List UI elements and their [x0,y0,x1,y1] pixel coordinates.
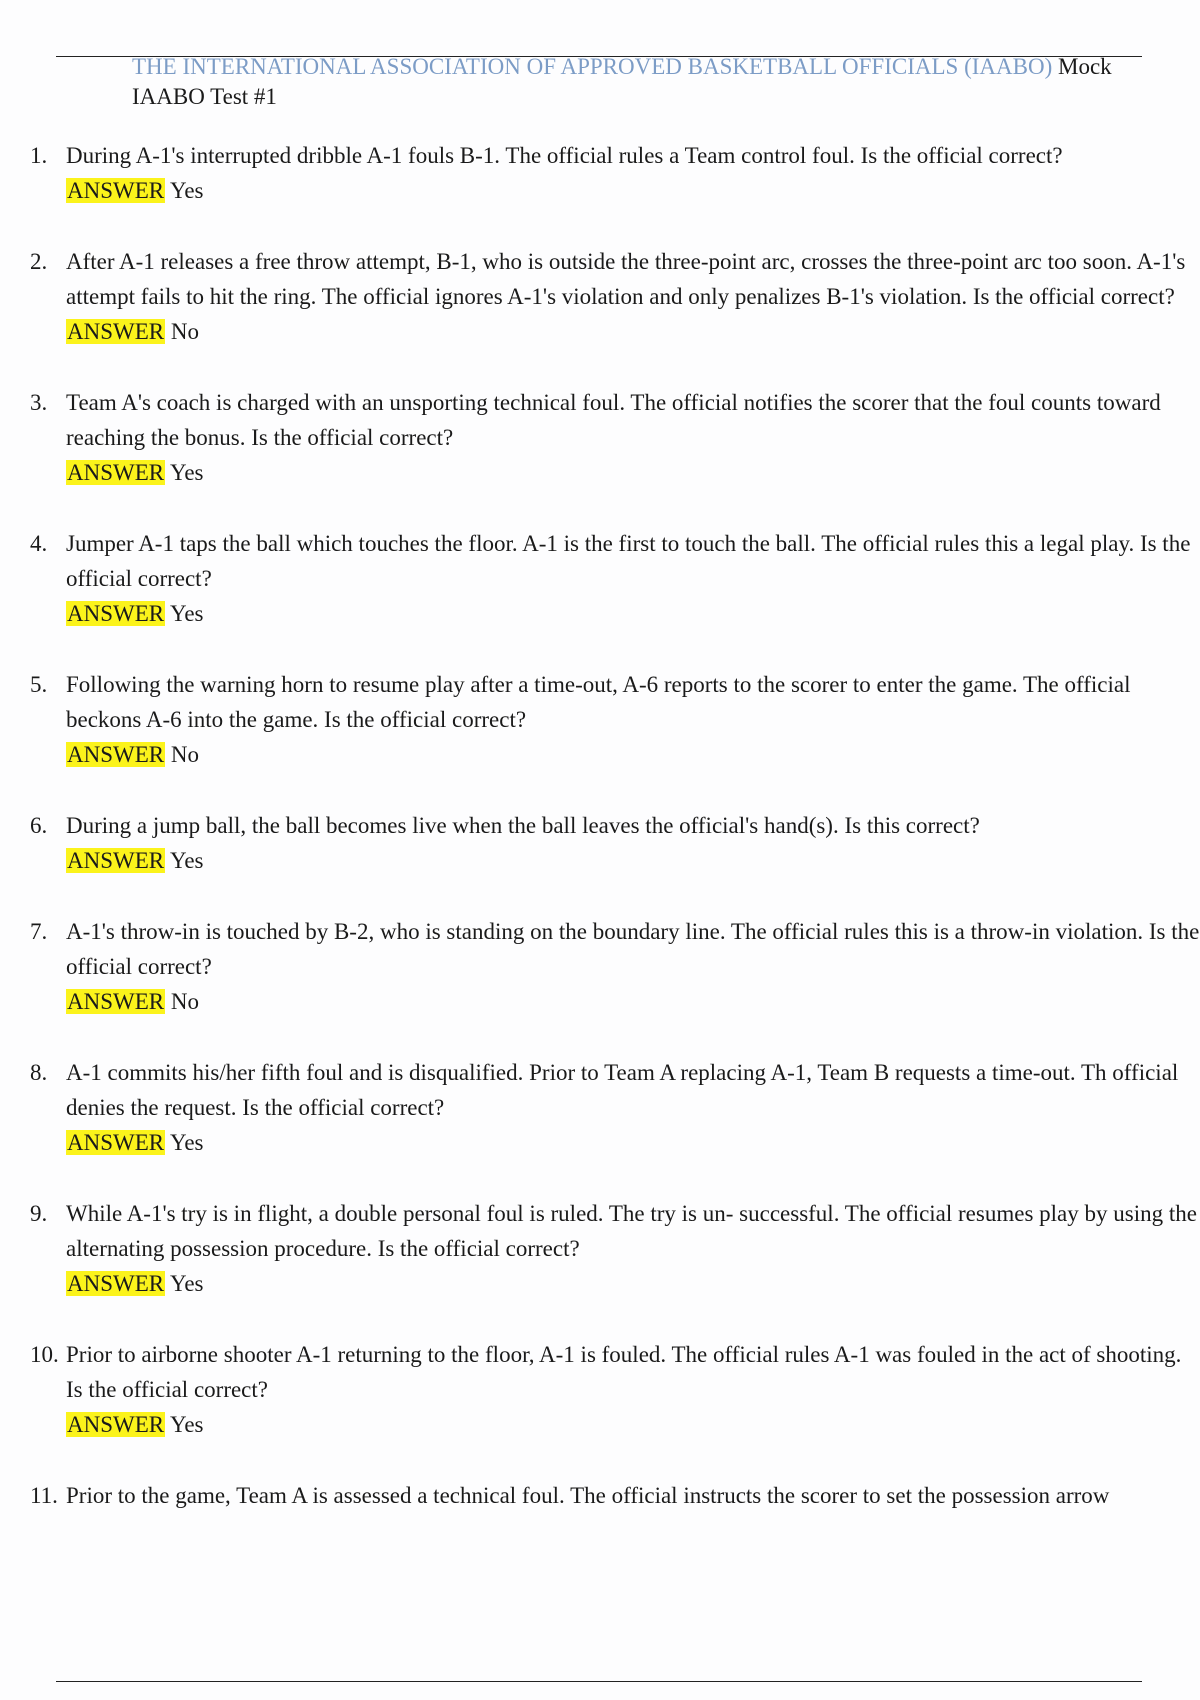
answer-label: ANSWER [67,1271,165,1296]
answer-value: No [170,742,199,767]
answer-line [66,737,1200,772]
question-number: 11. [30,1483,58,1508]
question-text: A-1's throw-in is touched by B-2, who is standing on the boundary line. The official rules this is a throw-in violation. Is the official correct? [66,919,1200,979]
answer-line [66,596,1200,631]
question-item [30,808,1200,878]
answer-value: No [170,989,199,1014]
question-item [30,667,1200,772]
question-number: 1. [30,143,48,168]
question-number: 9. [30,1201,48,1226]
question-item [30,914,1200,1019]
question-number: 4. [30,531,48,556]
question-list [30,138,1200,1549]
question-text: During a jump ball, the ball becomes live when the ball leaves the official's hand(s). Is this correct? [66,813,980,838]
answer-label: ANSWER [67,319,165,344]
question-text: Prior to airborne shooter A-1 returning to the floor, A-1 is fouled. The official rules A-1 was fouled in the act of shooting. Is the official correct? [66,1342,1182,1402]
organization-title: THE INTERNATIONAL ASSOCIATION OF APPROVED BASKETBALL OFFICIALS (IAABO) [132,54,1053,79]
question-number: 6. [30,813,48,838]
answer-value: Yes [170,1130,204,1155]
test-title: IAABO Test #1 [132,84,277,109]
question-text: Prior to the game, Team A is assessed a technical foul. The official instructs the scorer to set the possession arrow [66,1483,1110,1508]
question-item [30,1337,1200,1442]
question-item [30,526,1200,631]
answer-value: Yes [170,178,204,203]
question-text: After A-1 releases a free throw attempt, B-1, who is outside the three-point arc, crosses the three-point arc too soon. A-1's attempt fails to hit the ring. The official ignores A-1's violation and only penalizes B-1's violation. Is the official correct? [66,249,1186,309]
question-text: While A-1's try is in flight, a double personal foul is ruled. The try is un- successful. The official resumes play by using the alternating possession procedure. Is the official correct? [66,1201,1197,1261]
answer-label: ANSWER [67,989,165,1014]
question-number: 10. [30,1342,59,1367]
question-item [30,244,1200,349]
question-number: 3. [30,390,48,415]
question-text: During A-1's interrupted dribble A-1 fouls B-1. The official rules a Team control foul. Is the official correct? [66,143,1063,168]
question-number: 7. [30,919,48,944]
answer-line [66,314,1200,349]
answer-line [66,1407,1200,1442]
question-number: 2. [30,249,48,274]
question-text: Jumper A-1 taps the ball which touches the floor. A-1 is the first to touch the ball. The official rules this a legal play. Is the official correct? [66,531,1191,591]
answer-value: Yes [170,848,204,873]
question-item [30,1478,1200,1513]
question-number: 5. [30,672,48,697]
answer-line [66,173,1200,208]
question-text: A-1 commits his/her fifth foul and is disqualified. Prior to Team A replacing A-1, Team B requests a time-out. Th official denies the request. Is the official correct? [66,1060,1179,1120]
mock-label: Mock [1058,54,1112,79]
answer-line [66,1266,1200,1301]
answer-line [66,1125,1200,1160]
question-item [30,1055,1200,1160]
answer-value: Yes [170,1271,204,1296]
question-text: Team A's coach is charged with an unsporting technical foul. The official notifies the scorer that the foul counts toward reaching the bonus. Is the official correct? [66,390,1161,450]
question-item [30,1196,1200,1301]
answer-line [66,843,1200,878]
answer-label: ANSWER [67,848,165,873]
question-text: Following the warning horn to resume play after a time-out, A-6 reports to the scorer to enter the game. The official beckons A-6 into the game. Is the official correct? [66,672,1131,732]
answer-label: ANSWER [67,601,165,626]
answer-value: Yes [170,460,204,485]
answer-label: ANSWER [67,1412,165,1437]
answer-value: No [170,319,199,344]
answer-line [66,984,1200,1019]
question-number: 8. [30,1060,48,1085]
answer-label: ANSWER [67,742,165,767]
footer-rule [56,1681,1142,1682]
answer-line [66,455,1200,490]
document-header [132,52,1196,112]
answer-label: ANSWER [67,460,165,485]
question-item [30,138,1200,208]
answer-label: ANSWER [67,1130,165,1155]
answer-label: ANSWER [67,178,165,203]
answer-value: Yes [170,1412,204,1437]
question-item [30,385,1200,490]
answer-value: Yes [170,601,204,626]
